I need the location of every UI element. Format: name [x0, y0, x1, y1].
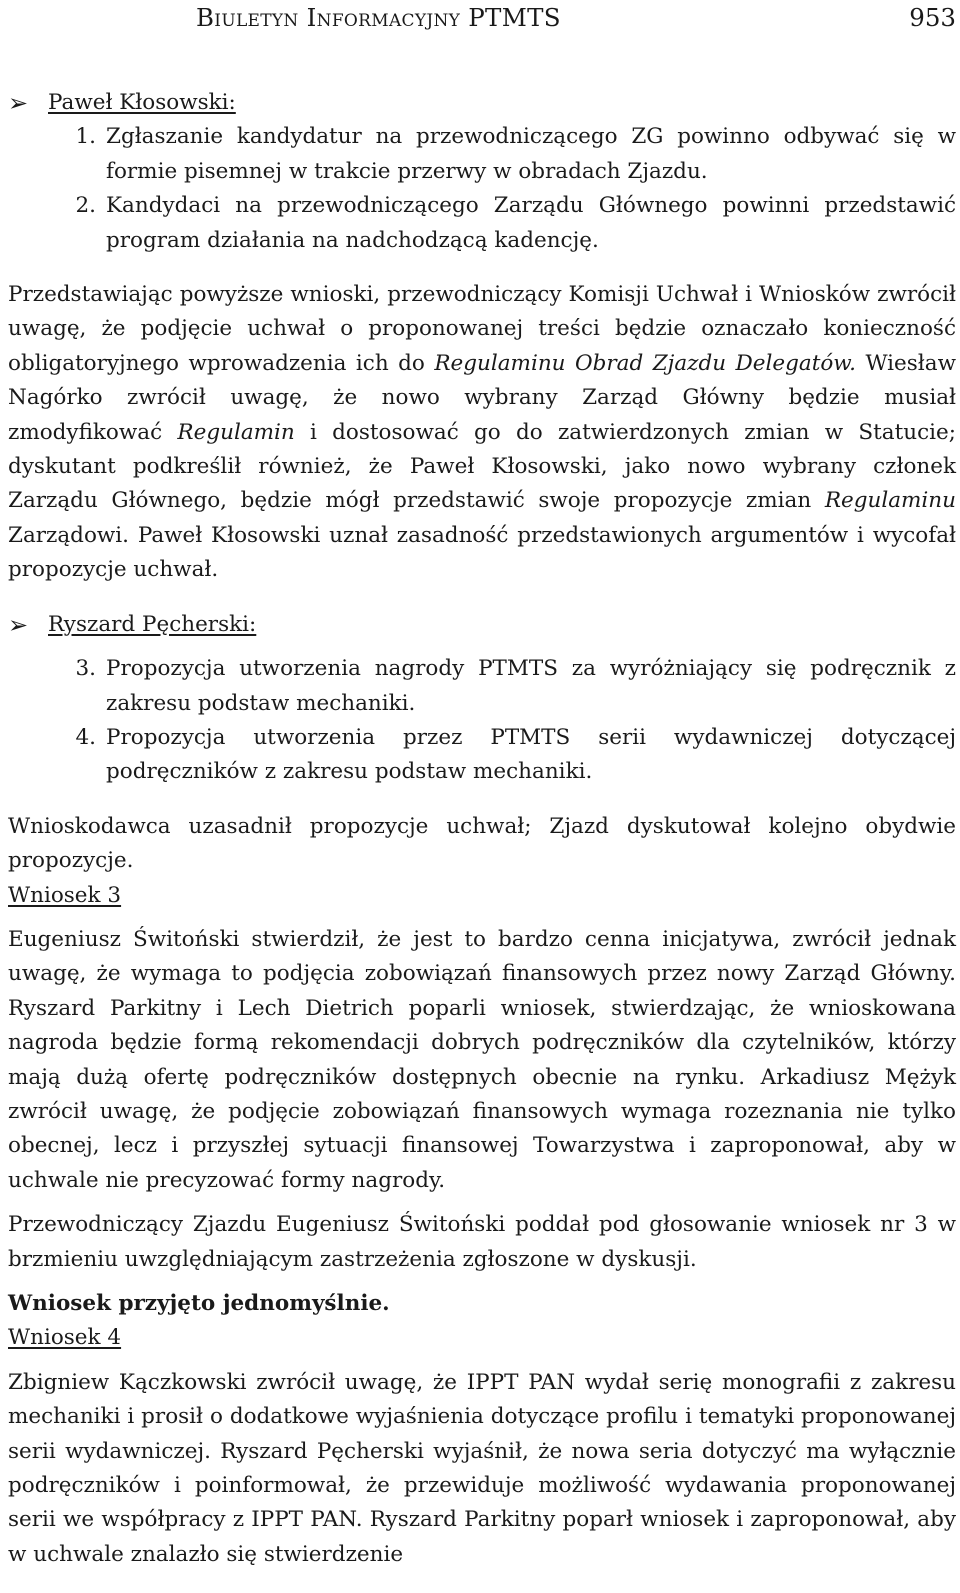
list-item: [8, 120, 956, 189]
running-header: [196, 0, 956, 34]
list-item-text: Kandydaci na przewodniczącego Zarządu Głównego powinni przedstawić program działania na nadchodzącą kadencję.: [106, 193, 956, 253]
resolution-result: Wniosek przyjęto jednomyślnie.: [8, 1291, 390, 1316]
list-item-text: Propozycja utworzenia przez PTMTS serii wydawniczej dotyczącej podręczników z zakresu podstaw mechaniki.: [106, 724, 956, 785]
paragraph: Wnioskodawca uzasadnił propozycje uchwał; Zjazd dyskutował kolejno obydwie propozycje.: [8, 813, 956, 874]
list-item-number: 4.: [75, 724, 96, 750]
speaker-name: Ryszard Pęcherski:: [48, 611, 257, 637]
list-item-number: 3.: [75, 656, 96, 682]
paragraph: Przedstawiając powyższe wnioski, przewodniczący Komisji Uchwał i Wniosków zwrócił uwagę, że podjęcie uchwał o proponowanej treści będzie oznaczało konieczność obligatoryjnego wprowadzenia ich do Regulaminu Obrad Zjazdu Delegatów. Wiesław Nagórko zwrócił uwagę, że nowo wybrany Zarząd Główny będzie musiał zmodyfikować Regulamin i dostosować go do zatwierdzonych zmian w Statucie; dyskutant podkreślił również, że Paweł Kłosowski, jako nowo wybrany członek Zarządu Głównego, będzie mógł przedstawić swoje propozycje zmian Regulaminu Zarządowi. Paweł Kłosowski uznał zasadność przedstawionych argumentów i wycofał propozycje uchwał.: [8, 282, 956, 583]
page-number: 953: [909, 2, 956, 32]
journal-title: Biuletyn Informacyjny PTMTS: [196, 2, 561, 32]
section-heading: Wniosek 3: [8, 882, 122, 908]
speaker-name: Paweł Kłosowski:: [48, 90, 236, 115]
paragraph: Eugeniusz Świtoński stwierdził, że jest to bardzo cenna inicjatywa, zwrócił jednak uwagę, że wymaga to podjęcia zobowiązań finansowych przez nowy Zarząd Główny. Ryszard Parkitny i Lech Dietrich poparli wniosek, stwierdzając, że wnioskowana nagroda będzie formą rekomendacji dobrych podręczników dla czytelników, którzy mają dużą ofertę podręczników dostępnych obecnie na rynku. Arkadiusz Mężyk zwrócił uwagę, że podjęcie zobowiązań finansowych wymaga rozeznania nie tylko obecnej, lecz i przyszłej sytuacji finansowej Towarzystwa i zaproponował, aby w uchwale nie precyzować formy nagrody.: [8, 926, 956, 1193]
speaker-heading: [8, 86, 956, 120]
arrowhead-icon: ➢: [8, 89, 29, 118]
list-item-number: 1.: [75, 124, 96, 150]
proposal-list: [8, 120, 956, 258]
list-item-number: 2.: [75, 193, 96, 219]
page-content: [8, 86, 956, 1572]
list-item-text: Zgłaszanie kandydatur na przewodniczącego ZG powinno odbywać się w formie pisemnej w trakcie przerwy w obradach Zjazdu.: [106, 124, 956, 184]
paragraph: Zbigniew Kączkowski zwrócił uwagę, że IPPT PAN wydał serię monografii z zakresu mechaniki i prosił o dodatkowe wyjaśnienia dotyczące profilu i tematyki proponowanej serii wydawniczej. Ryszard Pęcherski wyjaśnił, że nowa seria dotyczyć ma wyłącznie podręczników i poinformował, że przewiduje możliwość wydawania proponowanej serii we współpracy z IPPT PAN. Ryszard Parkitny poparł wniosek i zaproponował, aby w uchwale znalazło się stwierdzenie: [8, 1369, 956, 1567]
paragraph: Przewodniczący Zjazdu Eugeniusz Świtoński poddał pod głosowanie wniosek nr 3 w brzmieniu uwzględniającym zastrzeżenia zgłoszone w dyskusji.: [8, 1212, 956, 1272]
list-item: [8, 189, 956, 258]
arrowhead-icon: ➢: [8, 610, 29, 639]
list-item: [8, 721, 956, 790]
speaker-heading: [8, 608, 956, 642]
list-item-text: Propozycja utworzenia nagrody PTMTS za wyróżniający się podręcznik z zakresu podstaw mechaniki.: [106, 656, 956, 716]
section-heading: Wniosek 4: [8, 1325, 122, 1351]
list-item: [8, 652, 956, 721]
proposal-list: [8, 652, 956, 790]
